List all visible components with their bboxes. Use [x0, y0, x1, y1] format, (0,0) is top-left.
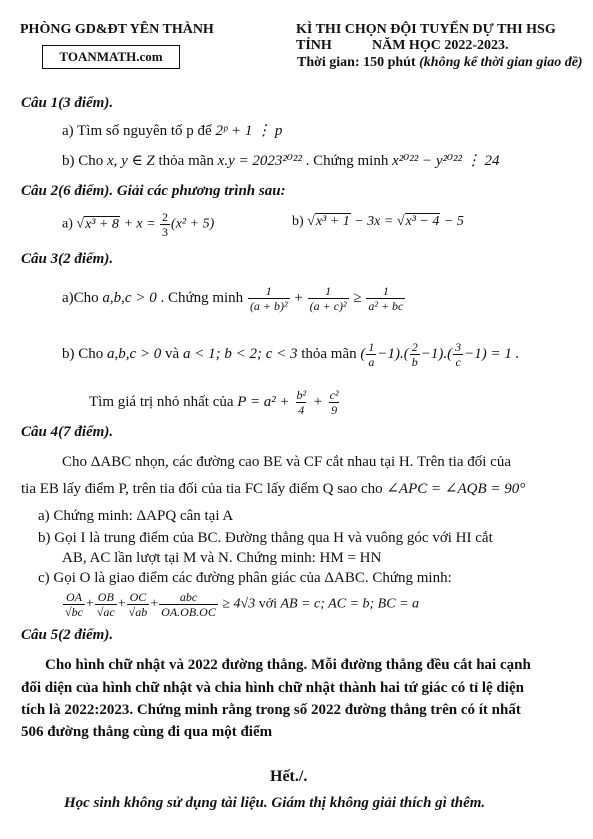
q1-title: Câu 1(3 điểm). — [21, 95, 114, 111]
q3-c-text: Tìm giá trị nhỏ nhất của — [89, 393, 234, 410]
q1-part-a — [62, 121, 282, 140]
school-year: NĂM HỌC 2022-2023. — [372, 38, 509, 53]
q4-intro2-text: tia EB lấy điểm P, trên tia đối của tia FC lấy điểm Q sao cho — [21, 481, 383, 497]
q2-equation-a: a) √x³ + 8 + x = $\frac{2}{3}$ (x² + 5) — [62, 210, 215, 239]
q1-part-b — [62, 151, 500, 170]
q5-paragraph-line3: tích là 2022:2023. Chứng minh rằng trong số 2022 đường thẳng trên có ít nhất — [21, 702, 521, 718]
q1-b-mid: thỏa mãn — [158, 153, 214, 169]
time-note: (không kể thời gian giao đề) — [419, 55, 583, 70]
exam-time — [297, 55, 583, 71]
q4-part-a: a) Chứng minh: ΔAPQ cân tại A — [38, 508, 234, 524]
q3-a-mid: . Chứng minh — [160, 289, 244, 306]
q4-intro-line2 — [21, 479, 525, 498]
q1-a-math: 2ᵖ + 1 ⋮ p — [215, 123, 283, 139]
q3-title: Câu 3(2 điểm). — [21, 251, 114, 267]
q3-b-math1: a,b,c > 0 — [107, 345, 162, 362]
q3-part-c: Tìm giá trị nhỏ nhất của P = a² + $\frac{\text{b²}}{4}$ + $\frac{\text{c²}}{9}$ — [89, 388, 339, 417]
q1-b-end: . Chứng minh — [305, 153, 389, 169]
q2-equation-b: b) √x³ + 1 − 3x = √x³ − 4 − 5 — [292, 214, 464, 229]
q2-a-label: a) — [62, 216, 73, 232]
q3-a-text: a)Cho — [62, 289, 99, 306]
q4-intro-line1: Cho ΔABC nhọn, các đường cao BE và CF cắt nhau tại H. Trên tia đối của — [62, 454, 511, 470]
q4-title: Câu 4(7 điểm). — [21, 424, 114, 440]
q5-paragraph-line2: đối diện của hình chữ nhật và chia hình chữ nhật thành hai tứ giác có tỉ lệ diện — [21, 680, 524, 696]
q4-c-condition: AB = c; AC = b; BC = a — [280, 596, 420, 612]
q4-c-with: với — [258, 596, 277, 612]
q4-part-c-line1: c) Gọi O là giao điểm các đường phân giác của ΔABC. Chứng minh: — [38, 570, 452, 586]
q3-b-text: b) Cho — [62, 345, 104, 362]
q3-b-mid: thỏa mãn — [301, 345, 357, 362]
q3-b-math2: a < 1; b < 2; c < 3 — [182, 345, 298, 362]
q2-b-label: b) — [292, 214, 304, 229]
q4-angle-condition: ∠APC = ∠AQB = 90° — [386, 481, 526, 497]
q3-part-a: a)Cho a,b,c > 0 . Chứng minh $\frac{1}{\text{(a + b)²}}$ + $\frac{1}{\text{(a + c)²}}$ ≥ $\frac{1}{\text{a² + bc}}$ — [62, 284, 404, 313]
q3-part-b: b) Cho a,b,c > 0 và a < 1; b < 2; c < 3 thỏa mãn ( $\frac{1}{a}$ −1).( $\frac{2}{b}$ −1).( $\frac{3}{c}$ −1) = 1 . — [62, 340, 520, 369]
site-badge: TOANMATH.com — [42, 45, 180, 69]
q5-title: Câu 5(2 điểm). — [21, 627, 114, 643]
department-name: PHÒNG GD&ĐT YÊN THÀNH — [20, 22, 214, 37]
q1-b-math2: x.y = 2023²⁰²² — [217, 153, 302, 169]
q3-a-math: a,b,c > 0 — [102, 289, 157, 306]
q1-b-math1: x, y ∈ Z — [107, 153, 155, 169]
q4-part-b-line1: b) Gọi I là trung điểm của BC. Đường thẳng qua H và vuông góc với HI cắt — [38, 530, 493, 546]
q4-part-b-line2: AB, AC lần lượt tại M và N. Chứng minh: HM = HN — [62, 550, 382, 566]
q1-b-text: b) Cho — [62, 153, 104, 169]
q2-title — [21, 183, 286, 200]
exam-title: KÌ THI CHỌN ĐỘI TUYỂN DỰ THI HSG TỈNH — [296, 22, 556, 53]
time-label: Thời gian: 150 phút — [297, 55, 416, 70]
end-marker: Hết./. — [270, 768, 308, 785]
q4-part-c-formula: $\frac{OA}{√bc}$ + $\frac{OB}{√ac}$ + $\frac{OC}{√ab}$ + $\frac{\text{abc}}{OA.OB.OC}$ ≥ 4√3 với AB = c; AC = b; BC = a — [65, 590, 420, 619]
q1-a-text: a) Tìm số nguyên tố p để — [62, 123, 212, 139]
q2-title-text: Câu 2(6 điểm). Giải các phương trình sau: — [21, 183, 286, 199]
footer-note: Học sinh không sử dụng tài liệu. Giám thị không giải thích gì thêm. — [64, 795, 486, 811]
q1-b-math3: x²⁰²² − y²⁰²² ⋮ 24 — [392, 153, 500, 169]
q3-b-and: và — [165, 345, 180, 362]
q5-paragraph-line4: 506 đường thẳng cùng đi qua một điểm — [21, 724, 273, 740]
q5-paragraph-line1: Cho hình chữ nhật và 2022 đường thẳng. Mỗi đường thẳng đều cắt hai cạnh — [45, 657, 531, 673]
